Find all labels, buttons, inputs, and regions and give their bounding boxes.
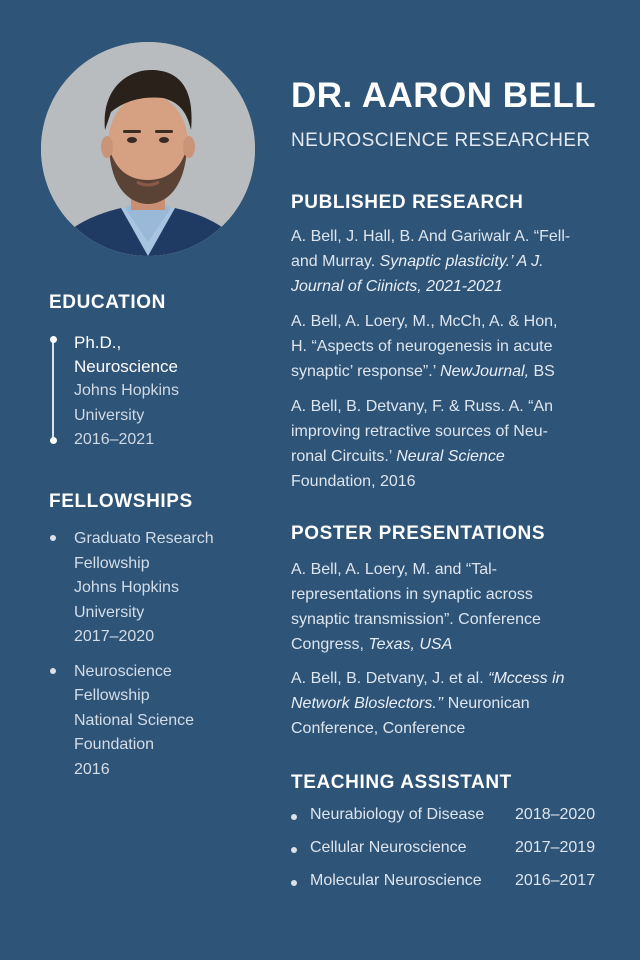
list-item xyxy=(291,806,621,839)
fellowship-line: Johns Hopkins xyxy=(74,579,179,596)
fellowship-line: University xyxy=(74,603,145,621)
citation-line xyxy=(291,249,611,274)
citation-title: “Mccess in xyxy=(488,670,565,687)
education-heading: EDUCATION xyxy=(49,292,166,313)
citation-line: synaptic transmission”. Conference xyxy=(291,611,541,628)
citation-line: Conference, Conference xyxy=(291,720,466,737)
citation-line: A. Bell, A. Loery, M., McCh, A. & Hon, xyxy=(291,313,558,330)
citation-line xyxy=(291,359,611,384)
course-years: 2016–2017 xyxy=(515,872,596,889)
fellowship-line: 2017–2020 xyxy=(74,628,155,645)
fellowships-list xyxy=(49,527,249,792)
teaching-heading: TEACHING ASSISTANT xyxy=(291,772,512,793)
course-years: 2017–2019 xyxy=(515,839,596,856)
page-title: DR. AARON BELL xyxy=(291,76,597,115)
citation-line xyxy=(291,444,611,469)
citation-journal: Journal of Ciinicts, 2021-2021 xyxy=(291,278,503,295)
citation-location: Texas, USA xyxy=(368,636,453,653)
citation-line: A. Bell, J. Hall, B. And Gariwalr A. “Fell- xyxy=(291,228,571,245)
fellowship-line: 2016 xyxy=(74,760,110,778)
citation-line: A. Bell, A. Loery, M. and “Tal- xyxy=(291,561,498,578)
citation-text: Congress, xyxy=(291,636,369,653)
citation-text: synaptic’ response”.’ xyxy=(291,363,441,380)
research-entry xyxy=(291,309,611,384)
citation-line xyxy=(291,632,611,657)
citation-line: representations in synaptic across xyxy=(291,586,533,603)
citation-text: and Murray. xyxy=(291,253,380,270)
citation-line: improving retractive sources of Neu- xyxy=(291,423,548,440)
education-entry xyxy=(74,331,244,453)
timeline-dot-top xyxy=(50,336,57,343)
fellowship-line: Fellowship xyxy=(74,554,150,572)
teaching-list xyxy=(291,806,621,905)
citation-journal: Neural Science xyxy=(396,448,505,465)
citation-text: Neuronican xyxy=(443,695,530,712)
timeline-dot-bottom xyxy=(50,437,57,444)
degree-line: Neuroscience xyxy=(74,357,178,376)
profile-photo-icon xyxy=(41,42,255,256)
degree-line: Ph.D., xyxy=(74,333,122,352)
fellowship-line: Foundation xyxy=(74,736,155,753)
research-entry xyxy=(291,224,611,299)
citation-title: Network Bloslectors.’’ xyxy=(291,695,444,712)
course-name: Molecular Neuroscience xyxy=(310,872,482,889)
fellowship-line: Fellowship xyxy=(74,687,150,704)
citation-line: H. “Aspects of neurogenesis in acute xyxy=(291,338,553,355)
citation-text: ronal Circuits.’ xyxy=(291,448,397,465)
poster-entry xyxy=(291,666,611,741)
institution-line: University xyxy=(74,406,145,424)
citation-text: A. Bell, B. Detvany, J. et al. xyxy=(291,670,489,687)
course-name: Neurabiology of Disease xyxy=(310,806,485,823)
citation-title: Synaptic plasticity.’ A J. xyxy=(379,253,544,270)
list-item xyxy=(49,660,249,783)
citation-text: BS xyxy=(529,363,555,380)
list-item xyxy=(49,527,249,650)
research-heading: PUBLISHED RESEARCH xyxy=(291,192,524,213)
list-item xyxy=(291,872,621,905)
citation-line xyxy=(291,666,611,691)
job-title: NEUROSCIENCE RESEARCHER xyxy=(291,130,591,151)
timeline-line xyxy=(52,339,54,441)
course-years: 2018–2020 xyxy=(515,806,596,823)
poster-entry xyxy=(291,557,611,657)
avatar xyxy=(41,42,255,256)
posters-heading: POSTER PRESENTATIONS xyxy=(291,523,546,544)
fellowship-line: National Science xyxy=(74,711,195,729)
citation-journal: NewJournal, xyxy=(440,363,530,380)
course-name: Cellular Neuroscience xyxy=(310,839,467,856)
citation-line: A. Bell, B. Detvany, F. & Russ. A. “An xyxy=(291,398,554,415)
research-entry xyxy=(291,394,611,494)
fellowship-line: Graduato Research xyxy=(74,530,214,547)
fellowships-heading: FELLOWSHIPS xyxy=(49,491,193,512)
citation-line xyxy=(291,691,611,716)
education-years: 2016–2021 xyxy=(74,431,155,448)
list-item xyxy=(291,839,621,872)
institution-line: Johns Hopkins xyxy=(74,382,179,399)
fellowship-line: Neuroscience xyxy=(74,662,172,680)
citation-line: Foundation, 2016 xyxy=(291,473,416,490)
